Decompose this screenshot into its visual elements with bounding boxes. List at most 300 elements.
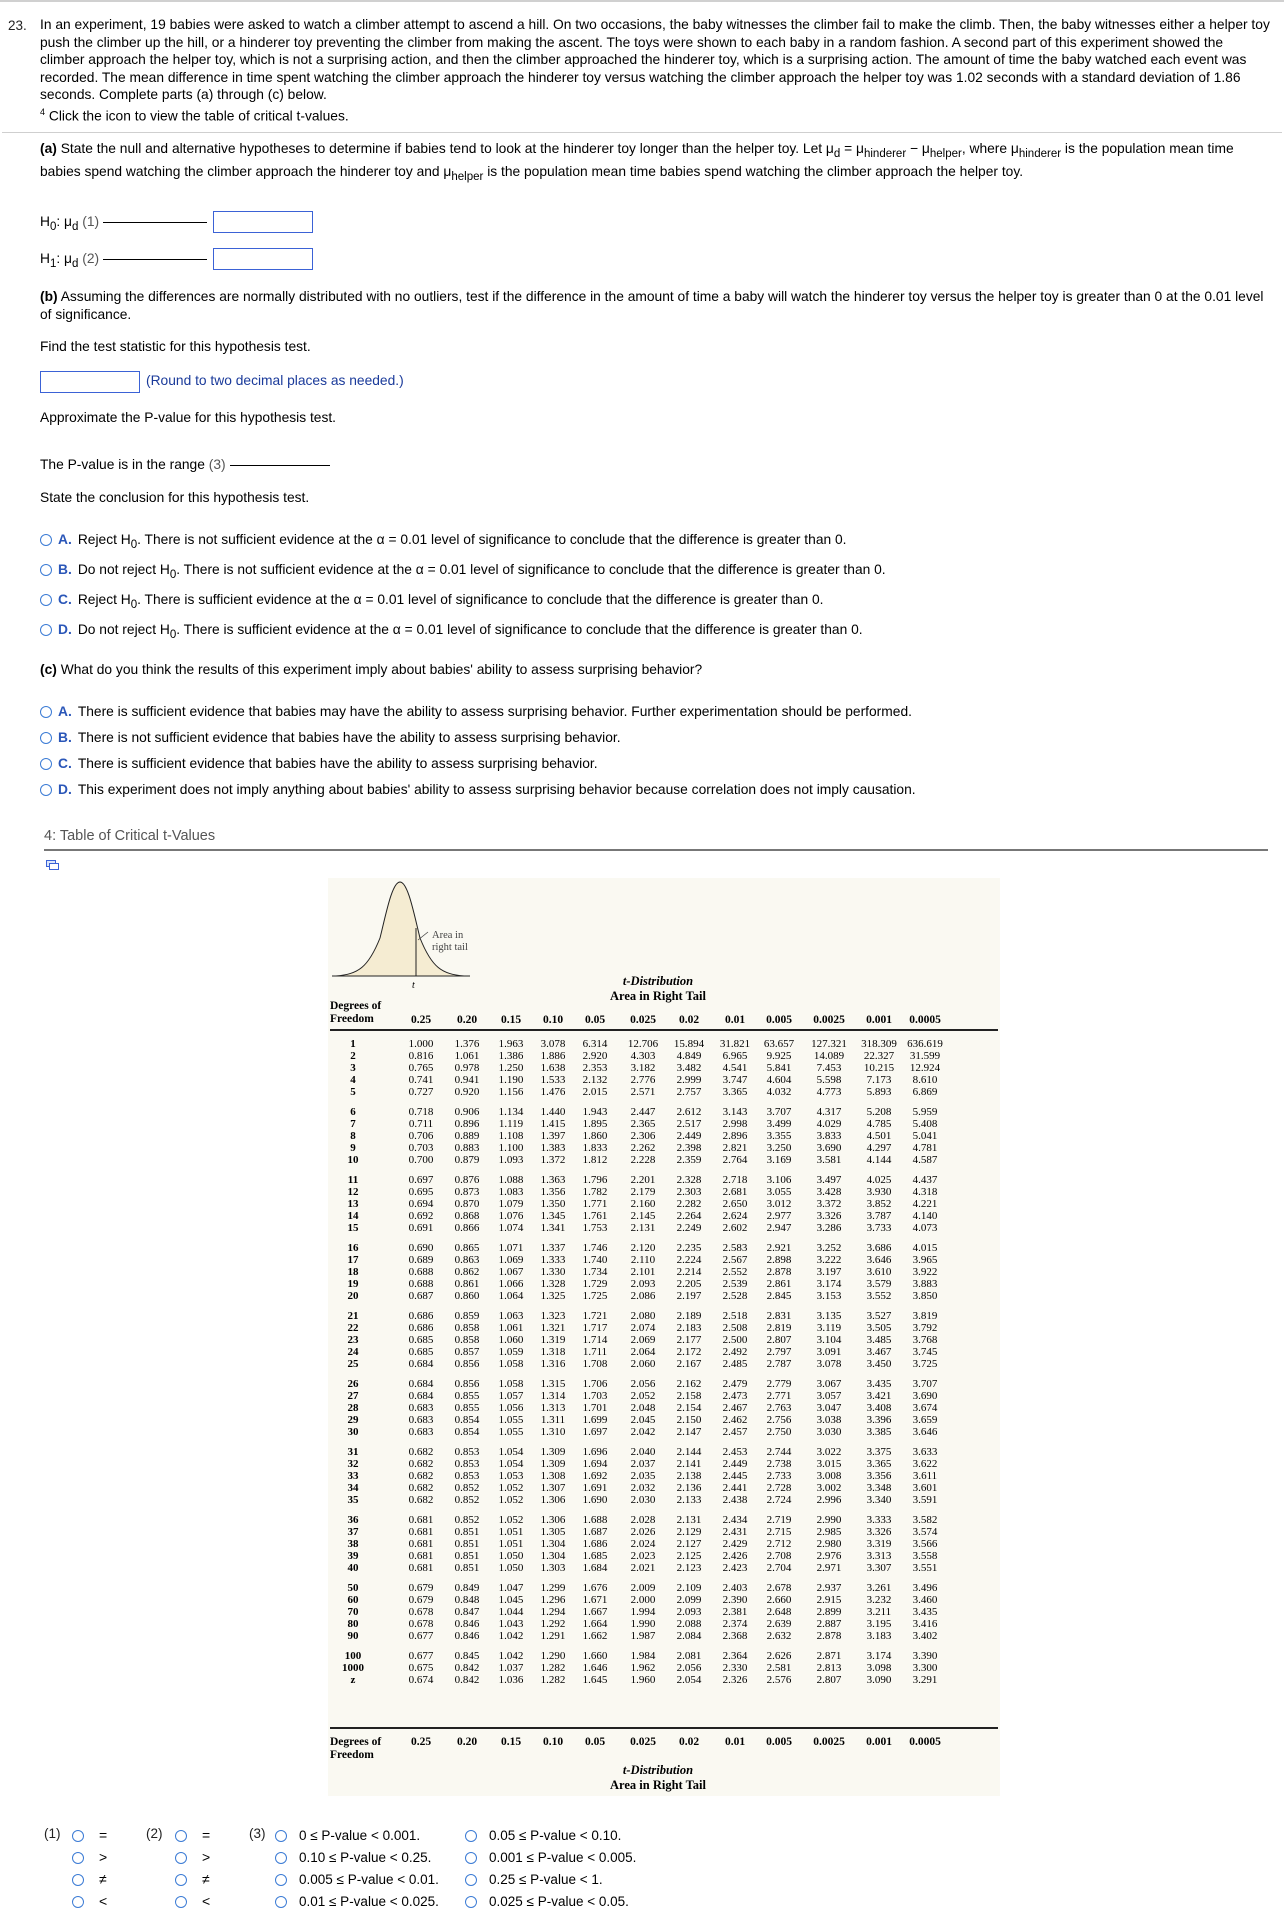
radio-icon[interactable]: [175, 1852, 187, 1864]
critical-value-cell: 2.479 2.473 2.467 2.462 2.457: [722, 1378, 748, 1438]
df-header-line-1: Degrees of: [330, 1000, 382, 1012]
critical-value-cell: 3.252 3.222 3.197 3.174 3.153: [816, 1242, 842, 1302]
critical-value-cell: 1.290 1.282 1.282: [540, 1650, 566, 1686]
df-cell: 100 1000 z: [342, 1650, 364, 1686]
critical-value-cell: 2.921 2.898 2.878 2.861 2.845: [766, 1242, 792, 1302]
alpha-header-cell: 0.10: [542, 1736, 564, 1748]
radio-icon[interactable]: [175, 1874, 187, 1886]
t-table: [328, 878, 1000, 1796]
p-range-text: The P-value is in the range: [40, 457, 205, 472]
critical-value-cell: 1.337 1.333 1.330 1.328 1.325: [540, 1242, 566, 1302]
critical-value-cell: 3.333 3.326 3.319 3.313 3.307: [866, 1514, 892, 1574]
alpha-header-cell: 0.01: [724, 1014, 746, 1026]
option-sub: 0: [169, 568, 177, 581]
option-text: There is sufficient evidence that babies may have the ability to assess surprising behavior. Further experimentation should be performed.: [77, 704, 912, 719]
critical-value-cell: 2.109 2.099 2.093 2.088 2.084: [676, 1582, 702, 1642]
critical-value-cell: 1.706 1.703 1.701 1.699 1.697: [582, 1378, 608, 1438]
critical-value-cell: 0.718 0.711 0.706 0.703 0.700: [408, 1106, 434, 1166]
hint-marker: 4: [40, 106, 46, 117]
critical-value-cell: 1.660 1.646 1.645: [582, 1650, 608, 1686]
critical-value-cell: 0.876 0.873 0.870 0.868 0.866: [454, 1174, 480, 1234]
critical-value-cell: 2.056 2.052 2.048 2.045 2.042: [630, 1378, 656, 1438]
critical-value-cell: 0.865 0.863 0.862 0.861 0.860: [454, 1242, 480, 1302]
critical-value-cell: 3.707 3.690 3.674 3.659 3.646: [912, 1378, 938, 1438]
part-a-label: (a): [40, 141, 57, 156]
option-sub: 0: [130, 598, 138, 611]
t-axis-label: t: [412, 980, 415, 991]
critical-value-cell: 0.697 0.695 0.694 0.692 0.691: [408, 1174, 434, 1234]
critical-value-cell: 1.315 1.314 1.313 1.311 1.310: [540, 1378, 566, 1438]
critical-value-cell: 1.796 1.782 1.771 1.761 1.753: [582, 1174, 608, 1234]
critical-value-cell: 3.707 3.499 3.355 3.250 3.169: [766, 1106, 792, 1166]
caption-line-1: t-Distribution: [622, 1763, 694, 1777]
alpha-header-cell: 0.15: [500, 1014, 522, 1026]
critical-value-cell: 2.080 2.074 2.069 2.064 2.060: [630, 1310, 656, 1370]
mu-label: : μ: [56, 251, 72, 266]
radio-icon[interactable]: [465, 1874, 477, 1886]
df-header-top: [330, 1000, 381, 1026]
caption-line-2: Area in Right Tail: [610, 989, 706, 1003]
critical-value-cell: 1.376 1.061 0.978 0.941 0.920: [454, 1038, 480, 1098]
p-range-option[interactable]: 0.005 ≤ P-value < 0.01.: [299, 1872, 439, 1887]
critical-value-cell: 1.088 1.083 1.079 1.076 1.074: [498, 1174, 524, 1234]
option-text: Reject H: [77, 532, 131, 547]
option-letter: B.: [58, 562, 72, 577]
h1-sub: 1: [49, 257, 57, 270]
option-letter: D.: [58, 782, 72, 797]
symbol-option[interactable]: <: [99, 1893, 108, 1909]
critical-value-cell: 2.040 2.037 2.035 2.032 2.030: [630, 1446, 656, 1506]
critical-value-cell: 0.681 0.681 0.681 0.681 0.681: [408, 1514, 434, 1574]
blank-2-dropdown[interactable]: [103, 259, 207, 260]
option-letter: C.: [58, 592, 72, 607]
bank-label-1: (1): [44, 1826, 61, 1841]
table-section-rule: [44, 849, 1268, 851]
radio-icon[interactable]: [175, 1830, 187, 1842]
find-stat-text: Find the test statistic for this hypothesis test.: [40, 339, 311, 354]
option-sub: 0: [169, 628, 177, 641]
critical-value-cell: 12.706 4.303 3.182 2.776 2.571: [627, 1038, 659, 1098]
critical-value-cell: 2.678 2.660 2.648 2.639 2.632: [766, 1582, 792, 1642]
hint-text: Click the icon to view the table of critical t-values.: [48, 108, 349, 124]
critical-value-cell: 2.937 2.915 2.899 2.887 2.878: [816, 1582, 842, 1642]
part-b-prompt: [40, 288, 1270, 324]
radio-icon[interactable]: [465, 1830, 477, 1842]
separator-top: [2, 132, 1282, 133]
part-b-text: Assuming the differences are normally distributed with no outliers, test if the difference in the amount of time a baby will watch the hinderer toy versus the helper toy is greater than 0 at the 0.01 level of significance.: [40, 289, 1264, 322]
radio-icon[interactable]: [40, 594, 52, 606]
conclusion-option-a[interactable]: [40, 532, 847, 551]
radio-icon[interactable]: [40, 706, 52, 718]
critical-value-cell: 3.497 3.428 3.372 3.326 3.286: [816, 1174, 842, 1234]
df-cell: 36 37 38 39 40: [347, 1514, 359, 1574]
option-text: . There is sufficient evidence at the α = 0.01 level of significance to conclude that the difference is greater than 0.: [176, 622, 863, 637]
critical-value-cell: 1.299 1.296 1.294 1.292 1.291: [540, 1582, 566, 1642]
blank-1-dropdown[interactable]: [103, 222, 207, 223]
critical-value-cell: 3.390 3.300 3.291: [912, 1650, 938, 1686]
sub-hinderer: hinderer: [1018, 147, 1062, 160]
df-cell: 16 17 18 19 20: [347, 1242, 359, 1302]
critical-value-cell: 1.000 0.816 0.765 0.741 0.727: [408, 1038, 434, 1098]
critical-value-cell: 3.686 3.646 3.610 3.579 3.552: [866, 1242, 892, 1302]
critical-value-cell: 2.235 2.224 2.214 2.205 2.197: [676, 1242, 702, 1302]
state-conclusion-text: State the conclusion for this hypothesis test.: [40, 490, 310, 505]
critical-value-cell: 1.134 1.119 1.108 1.100 1.093: [498, 1106, 524, 1166]
critical-value-cell: 3.106 3.055 3.012 2.977 2.947: [766, 1174, 792, 1234]
symbol-option[interactable]: ≠: [202, 1871, 210, 1887]
critical-value-cell: 0.682 0.682 0.682 0.682 0.682: [408, 1446, 434, 1506]
area-label-line-1: Area in: [432, 930, 464, 941]
conclusion-option-d[interactable]: [40, 622, 863, 641]
critical-value-cell: 1.323 1.321 1.319 1.318 1.316: [540, 1310, 566, 1370]
critical-value-cell: 3.135 3.119 3.104 3.091 3.078: [816, 1310, 842, 1370]
implication-option-d[interactable]: [40, 782, 916, 797]
option-letter: A.: [58, 532, 72, 547]
df-cell: 50 60 70 80 90: [347, 1582, 359, 1642]
part-a-text: − μ: [906, 141, 930, 156]
critical-value-cell: 2.990 2.985 2.980 2.976 2.971: [816, 1514, 842, 1574]
critical-value-cell: 636.619 31.599 12.924 8.610 6.869: [907, 1038, 943, 1098]
critical-value-cell: 2.831 2.819 2.807 2.797 2.787: [766, 1310, 792, 1370]
alpha-header-cell: 0.025: [630, 1014, 656, 1026]
alpha-header-cell: 0.005: [766, 1014, 792, 1026]
p-range-option[interactable]: 0 ≤ P-value < 0.001.: [299, 1828, 421, 1843]
critical-value-cell: 2.028 2.026 2.024 2.023 2.021: [630, 1514, 656, 1574]
critical-value-cell: 4.025 3.930 3.852 3.787 3.733: [866, 1174, 892, 1234]
df-header-bottom: [330, 1736, 381, 1762]
table-section-title: 4: Table of Critical t-Values: [44, 828, 216, 844]
critical-value-cell: 1.963 1.386 1.250 1.190 1.156: [498, 1038, 524, 1098]
critical-value-cell: 2.189 2.183 2.177 2.172 2.167: [676, 1310, 702, 1370]
critical-value-cell: 1.696 1.694 1.692 1.691 1.690: [582, 1446, 608, 1506]
radio-icon[interactable]: [275, 1830, 287, 1842]
critical-value-cell: 3.174 3.098 3.090: [866, 1650, 892, 1686]
critical-value-cell: 1.688 1.687 1.686 1.685 1.684: [582, 1514, 608, 1574]
critical-value-cell: 3.022 3.015 3.008 3.002 2.996: [816, 1446, 842, 1506]
critical-value-cell: 0.856 0.855 0.855 0.854 0.854: [454, 1378, 480, 1438]
critical-value-cell: 318.309 22.327 10.215 7.173 5.893: [861, 1038, 897, 1098]
h1-line: [40, 251, 211, 270]
symbol-option[interactable]: <: [202, 1893, 211, 1909]
p-range-option[interactable]: 0.05 ≤ P-value < 0.10.: [489, 1828, 622, 1843]
critical-value-cell: 3.143 2.998 2.896 2.821 2.764: [722, 1106, 748, 1166]
p-range-option[interactable]: 0.025 ≤ P-value < 0.05.: [489, 1894, 629, 1909]
critical-value-cell: 127.321 14.089 7.453 5.598 4.773: [811, 1038, 847, 1098]
p-range-option[interactable]: 0.10 ≤ P-value < 0.25.: [299, 1850, 432, 1865]
critical-value-cell: 3.496 3.460 3.435 3.416 3.402: [912, 1582, 938, 1642]
p-range-line: [40, 457, 334, 472]
critical-value-cell: 4.437 4.318 4.221 4.140 4.073: [912, 1174, 938, 1234]
part-a-text: is the population mean time babies spend watching the climber approach the helper toy.: [483, 163, 1024, 179]
p-range-option[interactable]: 0.001 ≤ P-value < 0.005.: [489, 1850, 637, 1865]
part-c-label: (c): [40, 662, 57, 677]
df-cell: 26 27 28 29 30: [347, 1378, 359, 1438]
critical-value-cell: 2.744 2.738 2.733 2.728 2.724: [766, 1446, 792, 1506]
part-c-prompt: [40, 661, 1270, 679]
critical-value-cell: 0.677 0.675 0.674: [408, 1650, 434, 1686]
critical-value-cell: 1.676 1.671 1.667 1.664 1.662: [582, 1582, 608, 1642]
part-a-text: , where μ: [961, 141, 1019, 156]
critical-value-cell: 4.317 4.029 3.833 3.690 3.581: [816, 1106, 842, 1166]
alpha-header-cell: 0.20: [456, 1736, 478, 1748]
alpha-header-cell: 0.001: [866, 1736, 892, 1748]
critical-value-cell: 1.054 1.054 1.053 1.052 1.052: [498, 1446, 524, 1506]
critical-value-cell: 3.261 3.232 3.211 3.195 3.183: [866, 1582, 892, 1642]
symbol-option[interactable]: >: [202, 1849, 211, 1865]
option-text: There is sufficient evidence that babies have the ability to assess surprising behavior.: [77, 756, 598, 771]
critical-value-cell: 0.686 0.686 0.685 0.685 0.684: [408, 1310, 434, 1370]
critical-value-cell: 3.527 3.505 3.485 3.467 3.450: [866, 1310, 892, 1370]
radio-icon[interactable]: [72, 1874, 84, 1886]
critical-value-cell: 2.120 2.110 2.101 2.093 2.086: [630, 1242, 656, 1302]
radio-icon[interactable]: [40, 784, 52, 796]
radio-icon[interactable]: [275, 1852, 287, 1864]
table-caption-bottom: [528, 1763, 788, 1793]
top-border: [0, 0, 1284, 2]
part-a-text: is the population mean time babies spend watching the climber approach the hinderer toy and μ: [40, 141, 1234, 179]
table-hint[interactable]: [40, 104, 1270, 125]
option-text: Reject H: [77, 592, 131, 607]
p-range-option[interactable]: 0.25 ≤ P-value < 1.: [489, 1872, 603, 1887]
critical-value-cell: 6.314 2.920 2.353 2.132 2.015: [582, 1038, 608, 1098]
part-b-label: (b): [40, 289, 58, 304]
critical-value-cell: 0.849 0.848 0.847 0.846 0.846: [454, 1582, 480, 1642]
alpha-header-cell: 0.25: [410, 1736, 432, 1748]
symbol-option[interactable]: ≠: [99, 1871, 107, 1887]
critical-value-cell: 2.434 2.431 2.429 2.426 2.423: [722, 1514, 748, 1574]
critical-value-cell: 63.657 9.925 5.841 4.604 4.032: [763, 1038, 795, 1098]
alpha-header-cell: 0.02: [678, 1014, 700, 1026]
radio-icon[interactable]: [72, 1852, 84, 1864]
df-cell: 21 22 23 24 25: [347, 1310, 359, 1370]
critical-value-cell: 31.821 6.965 4.541 3.747 3.365: [719, 1038, 751, 1098]
critical-value-cell: 1.721 1.717 1.714 1.711 1.708: [582, 1310, 608, 1370]
option-text: Do not reject H: [77, 622, 170, 637]
alpha-header-cell: 0.0025: [813, 1014, 845, 1026]
round-note: (Round to two decimal places as needed.): [146, 373, 404, 388]
critical-value-cell: 2.364 2.330 2.326: [722, 1650, 748, 1686]
radio-icon[interactable]: [72, 1896, 84, 1908]
critical-value-cell: 2.144 2.141 2.138 2.136 2.133: [676, 1446, 702, 1506]
part-a-prompt: [40, 140, 1270, 186]
mu-label: : μ: [56, 214, 72, 229]
option-sub: 0: [130, 538, 138, 551]
option-text: Do not reject H: [77, 562, 170, 577]
df-header-line-1: Degrees of: [330, 1736, 382, 1748]
radio-icon[interactable]: [40, 732, 52, 744]
critical-value-cell: 2.871 2.813 2.807: [816, 1650, 842, 1686]
sub-d: d: [72, 257, 79, 270]
sub-d: d: [72, 220, 79, 233]
critical-value-cell: 2.626 2.581 2.576: [766, 1650, 792, 1686]
critical-value-cell: 0.859 0.858 0.858 0.857 0.856: [454, 1310, 480, 1370]
critical-value-cell: 0.906 0.896 0.889 0.883 0.879: [454, 1106, 480, 1166]
sub-d: d: [833, 147, 841, 160]
option-text: . There is not sufficient evidence at the α = 0.01 level of significance to conclude that the difference is greater than 0.: [176, 562, 886, 577]
sub-helper: helper: [929, 147, 962, 160]
blank-3-dropdown[interactable]: [230, 465, 330, 466]
part-a-text: State the null and alternative hypotheses to determine if babies tend to look at the hinderer toy longer than the helper toy. Let μ: [60, 141, 834, 156]
h-label: H: [40, 251, 50, 266]
critical-value-cell: 3.819 3.792 3.768 3.745 3.725: [912, 1310, 938, 1370]
implication-option-a[interactable]: [40, 704, 912, 719]
critical-value-cell: 1.943 1.895 1.860 1.833 1.812: [582, 1106, 608, 1166]
critical-value-cell: 2.718 2.681 2.650 2.624 2.602: [722, 1174, 748, 1234]
critical-value-cell: 3.078 1.886 1.638 1.533 1.476: [540, 1038, 566, 1098]
critical-value-cell: 0.853 0.853 0.853 0.852 0.852: [454, 1446, 480, 1506]
critical-value-cell: 1.047 1.045 1.044 1.043 1.042: [498, 1582, 524, 1642]
critical-value-cell: 3.375 3.365 3.356 3.348 3.340: [866, 1446, 892, 1506]
df-header-line-2: Freedom: [330, 1749, 374, 1761]
alpha-header-cell: 0.05: [584, 1014, 606, 1026]
critical-value-cell: 1.052 1.051 1.051 1.050 1.050: [498, 1514, 524, 1574]
bank-label-3: (3): [249, 1826, 266, 1841]
option-text: There is not sufficient evidence that babies have the ability to assess surprising behavior.: [77, 730, 621, 745]
alpha-header-cell: 0.20: [456, 1014, 478, 1026]
area-label: [432, 930, 468, 954]
alpha-header-cell: 0.0005: [909, 1736, 941, 1748]
critical-value-cell: 2.453 2.449 2.445 2.441 2.438: [722, 1446, 748, 1506]
critical-value-cell: 0.684 0.684 0.683 0.683 0.683: [408, 1378, 434, 1438]
critical-value-cell: 3.633 3.622 3.611 3.601 3.591: [912, 1446, 938, 1506]
critical-value-cell: 1.063 1.061 1.060 1.059 1.058: [498, 1310, 524, 1370]
alpha-header-cell: 0.02: [678, 1736, 700, 1748]
critical-value-cell: 2.779 2.771 2.763 2.756 2.750: [766, 1378, 792, 1438]
critical-value-cell: 2.328 2.303 2.282 2.264 2.249: [676, 1174, 702, 1234]
critical-value-cell: 2.131 2.129 2.127 2.125 2.123: [676, 1514, 702, 1574]
radio-icon[interactable]: [275, 1874, 287, 1886]
area-label-line-2: right tail: [432, 942, 468, 953]
critical-value-cell: 3.067 3.057 3.047 3.038 3.030: [816, 1378, 842, 1438]
alpha-header-cell: 0.25: [410, 1014, 432, 1026]
copy-icon[interactable]: [46, 860, 59, 870]
radio-icon[interactable]: [72, 1830, 84, 1842]
critical-value-cell: 2.583 2.567 2.552 2.539 2.528: [722, 1242, 748, 1302]
critical-value-cell: 2.719 2.715 2.712 2.708 2.704: [766, 1514, 792, 1574]
critical-value-cell: 2.518 2.508 2.500 2.492 2.485: [722, 1310, 748, 1370]
option-text: . There is sufficient evidence at the α = 0.01 level of significance to conclude that the difference is greater than 0.: [137, 592, 824, 607]
option-text: This experiment does not imply anything about babies' ability to assess surprising behavior because correlation does not imply causation.: [77, 782, 916, 797]
critical-value-cell: 1.984 1.962 1.960: [630, 1650, 656, 1686]
h0-value-input[interactable]: [213, 211, 313, 233]
critical-value-cell: 2.447 2.365 2.306 2.262 2.228: [630, 1106, 656, 1166]
p-range-option[interactable]: 0.01 ≤ P-value < 0.025.: [299, 1894, 439, 1909]
radio-icon[interactable]: [40, 564, 52, 576]
h0-sub: 0: [49, 220, 57, 233]
radio-icon[interactable]: [40, 624, 52, 636]
caption-line-2: Area in Right Tail: [610, 1778, 706, 1792]
alpha-header-cell: 0.01: [724, 1736, 746, 1748]
radio-icon[interactable]: [465, 1852, 477, 1864]
critical-value-cell: 0.852 0.851 0.851 0.851 0.851: [454, 1514, 480, 1574]
table-caption-top: [528, 974, 788, 1004]
critical-value-cell: 3.435 3.421 3.408 3.396 3.385: [866, 1378, 892, 1438]
option-text: . There is not sufficient evidence at the α = 0.01 level of significance to conclude that the difference is greater than 0.: [137, 532, 847, 547]
critical-value-cell: 1.042 1.037 1.036: [498, 1650, 524, 1686]
approx-p-text: Approximate the P-value for this hypothesis test.: [40, 410, 337, 425]
blank-1-label: (1): [82, 214, 100, 229]
conclusion-option-b[interactable]: [40, 562, 886, 581]
critical-value-cell: 4.015 3.965 3.922 3.883 3.850: [912, 1242, 938, 1302]
radio-icon[interactable]: [40, 534, 52, 546]
part-a-text: = μ: [840, 141, 864, 156]
alpha-header-cell: 0.0025: [813, 1736, 845, 1748]
alpha-header-cell: 0.05: [584, 1736, 606, 1748]
sub-hinderer: hinderer: [863, 147, 907, 160]
df-cell: 1 2 3 4 5: [350, 1038, 356, 1098]
critical-value-cell: 2.081 2.056 2.054: [676, 1650, 702, 1686]
critical-value-cell: 1.071 1.069 1.067 1.066 1.064: [498, 1242, 524, 1302]
critical-value-cell: 0.845 0.842 0.842: [454, 1650, 480, 1686]
symbol-option[interactable]: =: [99, 1827, 108, 1843]
bank-label-2: (2): [146, 1826, 163, 1841]
critical-value-cell: 1.306 1.305 1.304 1.304 1.303: [540, 1514, 566, 1574]
h-label: H: [40, 214, 50, 229]
radio-icon[interactable]: [275, 1896, 287, 1908]
alpha-header-cell: 0.15: [500, 1736, 522, 1748]
conclusion-option-c[interactable]: [40, 592, 824, 611]
df-cell: 31 32 33 34 35: [347, 1446, 359, 1506]
option-letter: A.: [58, 704, 72, 719]
critical-value-cell: 0.679 0.679 0.678 0.678 0.677: [408, 1582, 434, 1642]
critical-value-cell: 15.894 4.849 3.482 2.999 2.757: [673, 1038, 705, 1098]
test-statistic-input[interactable]: [40, 371, 140, 393]
question-number: 23.: [8, 18, 27, 33]
critical-value-cell: 1.440 1.415 1.397 1.383 1.372: [540, 1106, 566, 1166]
critical-value-cell: 2.612 2.517 2.449 2.398 2.359: [676, 1106, 702, 1166]
critical-value-cell: 5.208 4.785 4.501 4.297 4.144: [866, 1106, 892, 1166]
sub-helper: helper: [451, 170, 484, 183]
header-rule: [330, 1029, 998, 1031]
critical-value-cell: 3.582 3.574 3.566 3.558 3.551: [912, 1514, 938, 1574]
critical-value-cell: 1.746 1.740 1.734 1.729 1.725: [582, 1242, 608, 1302]
critical-value-cell: 5.959 5.408 5.041 4.781 4.587: [912, 1106, 938, 1166]
critical-value-cell: 2.162 2.158 2.154 2.150 2.147: [676, 1378, 702, 1438]
blank-2-label: (2): [82, 251, 100, 266]
option-letter: B.: [58, 730, 72, 745]
df-cell: 11 12 13 14 15: [347, 1174, 359, 1234]
symbol-option[interactable]: >: [99, 1849, 108, 1865]
symbol-option[interactable]: =: [202, 1827, 211, 1843]
critical-value-cell: 1.309 1.309 1.308 1.307 1.306: [540, 1446, 566, 1506]
radio-icon[interactable]: [40, 758, 52, 770]
alpha-header-cell: 0.001: [866, 1014, 892, 1026]
caption-line-1: t-Distribution: [622, 974, 694, 988]
implication-option-b[interactable]: [40, 730, 621, 745]
alpha-header-cell: 0.025: [630, 1736, 656, 1748]
critical-value-cell: 2.009 2.000 1.994 1.990 1.987: [630, 1582, 656, 1642]
critical-value-cell: 2.201 2.179 2.160 2.145 2.131: [630, 1174, 656, 1234]
h0-line: [40, 214, 211, 233]
df-header-line-2: Freedom: [330, 1013, 374, 1025]
alpha-header-cell: 0.005: [766, 1736, 792, 1748]
critical-value-cell: 1.363 1.356 1.350 1.345 1.341: [540, 1174, 566, 1234]
critical-value-cell: 0.690 0.689 0.688 0.688 0.687: [408, 1242, 434, 1302]
radio-icon[interactable]: [175, 1896, 187, 1908]
part-c-text: What do you think the results of this experiment imply about babies' ability to assess surprising behavior?: [60, 662, 703, 677]
df-cell: 6 7 8 9 10: [347, 1106, 359, 1166]
intro-text: In an experiment, 19 babies were asked to watch a climber attempt to ascend a hill. On two occasions, the baby witnesses the climber fail to make the climb. Then, the baby witnesses either a helper toy push the climber up the hill, or a hinderer toy preventing the climber from making the ascent. The toys were shown to each baby in a random fashion. A second part of this experiment showed the climber approach the helper toy, which is not a surprising action, and then the climber approached the hinderer toy, which is a surprising action. The amount of time the baby watched each event was recorded. The mean difference in time spent watching the climber approach the hinderer toy versus watching the climber approach the helper toy was 1.02 seconds with a standard deviation of 1.86 seconds. Complete parts (a) through (c) below.: [40, 17, 1270, 102]
option-letter: C.: [58, 756, 72, 771]
blank-3-label: (3): [208, 457, 226, 472]
critical-value-cell: 1.058 1.057 1.056 1.055 1.055: [498, 1378, 524, 1438]
footer-rule: [330, 1727, 998, 1729]
radio-icon[interactable]: [465, 1896, 477, 1908]
h1-value-input[interactable]: [213, 248, 313, 270]
alpha-header-cell: 0.10: [542, 1014, 564, 1026]
implication-option-c[interactable]: [40, 756, 598, 771]
alpha-header-cell: 0.0005: [909, 1014, 941, 1026]
